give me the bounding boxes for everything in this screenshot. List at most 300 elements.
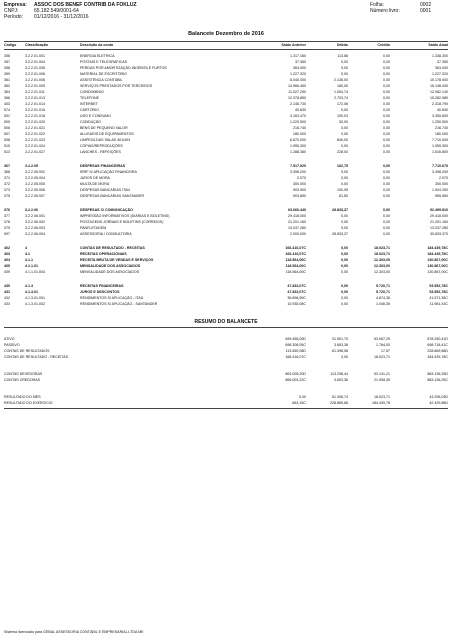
cell-codigo: 361 [4,78,10,82]
cell-credito: 0,00 [383,208,390,212]
cell-debito: 0,00 [341,270,348,274]
cell-saldo-atual: 21.201.160 [430,220,448,224]
cell-classificacao: 3.2.2.06.001 [25,214,45,218]
cell-saldo-atual: 1.004.250 [432,188,448,192]
summary-label: CONTAS DE RESULTADO - RECEITAS [4,355,69,359]
cell-codigo: 404 [4,258,10,262]
footer-note: Sistema licenciado para GEBAL ASSESSORIA CONTÁBIL E EMPRESARIAL LTDA ME [4,630,144,634]
summary-label: CONTAS CREDORAS [4,378,41,382]
summary-saldo-anterior: 0,00 [299,395,306,399]
cell-codigo: 433 [4,302,10,306]
summary-row [0,378,452,383]
cell-saldo-anterior: 3.398.200 [290,170,306,174]
summary-label: CONTAS DEVEDORAS [4,372,43,376]
cell-saldo-anterior: 13.037.280 [288,226,306,230]
table-row [0,132,452,137]
cell-saldo-anterior: 40.830 [295,108,306,112]
cell-debito: 172,06 [337,102,348,106]
cell-classificacao: 3.2.2.01.005 [25,66,45,70]
cell-descricao: POSTAIS E TELEGRÁFICAS [80,60,127,64]
cell-credito: 1.046,35 [376,302,390,306]
col-saldo-anterior: Saldo Anterior [281,43,306,47]
cell-descricao: DESPESAS FINANCEIRAS [80,164,126,168]
cell-descricao: JUROS E DESCONTOS [80,290,120,294]
cell-descricao: RECEITA BRUTA DE VENDAS E SERVIÇOS [80,258,154,262]
empresa-label: Empresa: [4,2,27,8]
table-row [0,54,452,59]
cell-debito: 100,95 [337,188,348,192]
summary-label: CONTAS DE RESULTADOS [4,349,50,353]
cell-codigo: 430 [4,284,10,288]
cell-debito: 0,00 [341,60,348,64]
cell-saldo-atual: 92.499.810 [430,208,448,212]
cell-descricao: RECEITAS FINANCEIRAS [80,284,124,288]
table-row [0,232,452,237]
cell-codigo: 376 [4,208,10,212]
empresa-value: ASSOC DOS BENEF CONTRIB DA FOKLUZ [34,2,137,8]
summary-debito: 61.308,74 [332,395,348,399]
summary-credito: 53.067,29 [374,337,390,341]
folha-label: Folha: [370,2,384,8]
summary-debito: 31.901,70 [332,337,348,341]
table-row [0,246,452,251]
cell-debito: 28.833,37 [332,208,348,212]
cell-saldo-atual: 1.227.320 [432,72,448,76]
cell-classificacao: 4.1.3.01.001 [25,296,45,300]
periodo-value: 01/12/2016 - 31/12/2016 [34,14,89,20]
divider [4,41,448,42]
cell-saldo-anterior: 37.350 [295,60,306,64]
cell-descricao: RENDIMENTOS S/ APLICAÇÃO - ITAÚ [80,296,144,300]
cell-codigo: 371 [4,176,10,180]
cell-saldo-anterior: 216.740 [293,126,306,130]
cell-credito: 0,00 [383,78,390,82]
cell-codigo: 431 [4,290,10,294]
summary-row [0,349,452,354]
cell-credito: 5.720,71 [376,284,390,288]
cell-classificacao: 3.2.2.01.014 [25,102,45,106]
cell-saldo-atual: 1.250.500 [432,120,448,124]
cell-saldo-anterior: 63.666.440 [288,208,306,212]
cell-debito: 30,00 [339,120,348,124]
cell-saldo-atual: 184.439,78C [427,252,448,256]
table-row [0,144,452,149]
table-row [0,126,452,131]
cell-classificacao: 3.2.2.01.013 [25,96,45,100]
cell-debito: 61,80 [339,194,348,198]
cell-credito: 0,00 [383,66,390,70]
cell-credito: 0,00 [383,170,390,174]
summary-saldo-atual: 42.429,88D [429,401,448,405]
col-credito: Crédito [377,43,390,47]
cell-debito: 1.054,74 [334,90,348,94]
table-row [0,176,452,181]
cell-credito: 0,00 [383,150,390,154]
cell-debito: 0,00 [341,182,348,186]
cell-classificacao: 3.2.2.05.004 [25,176,45,180]
cell-credito: 18.023,71 [374,252,390,256]
summary-saldo-atual: 228.869,68D [427,349,448,353]
cell-debito: 28.833,37 [332,232,348,236]
cell-saldo-anterior: 21.201.160 [288,220,306,224]
cell-classificacao: 3.2.2.01.027 [25,150,45,154]
summary-saldo-anterior: 698.308,05C [285,343,306,347]
cell-classificacao: 4.1.3.01.002 [25,302,45,306]
cell-descricao: RENDIMENTOS S/ APLICAÇÃO - SANTANDER [80,302,158,306]
table-row [0,208,452,213]
col-codigo: Código [4,43,17,47]
summary-saldo-atual: 43.295,03D [429,395,448,399]
cell-saldo-atual: 12.082.140 [430,90,448,94]
cell-debito: 0,00 [341,258,348,262]
cell-saldo-anterior: 8.040.000 [290,78,306,82]
cell-credito: 0,00 [383,220,390,224]
divider [4,49,448,50]
cell-codigo: 359 [4,72,10,76]
cell-saldo-anterior: 180.000 [293,132,306,136]
cell-descricao: PERDAS POR AMORTIZAÇÃO INDÉBITA E FURTOS [80,66,167,70]
summary-saldo-anterior: 113.550,08D [285,349,306,353]
cell-saldo-atual: 29.418.000 [430,214,448,218]
cell-credito: 0,00 [383,182,390,186]
cell-credito: 0,00 [383,138,390,142]
table-row [0,214,452,219]
cell-descricao: SERVIÇOS PRESTADOS POR TERCEIROS [80,84,153,88]
summary-label: RESULTADO DO MÊS [4,395,41,399]
cell-debito: 0,00 [341,264,348,268]
cell-classificacao: 3.2.2.01.016 [25,108,45,112]
cell-saldo-atual: 7.710.670 [432,164,448,168]
cell-codigo: 367 [4,164,10,168]
cell-credito: 0,00 [383,214,390,218]
cell-codigo: 358 [4,66,10,70]
cell-classificacao: 3.2.2.06.004 [25,232,45,236]
cell-credito: 0,00 [383,144,390,148]
cell-descricao: PANFLETAGEM [80,226,107,230]
cell-classificacao: 3.2.2.06.003 [25,226,45,230]
summary-saldo-atual: 678.290,41D [427,337,448,341]
cell-classificacao: 4.1.1 [25,258,33,262]
cell-debito: 0,00 [341,72,348,76]
cell-codigo: 403 [4,252,10,256]
summary-row [0,372,452,377]
cell-codigo: 405 [4,264,10,268]
cell-saldo-atual: 2.318.790 [432,102,448,106]
cell-descricao: POSTAGENS JORNAIS E BOLETINS (CORREIOS) [80,220,164,224]
cell-debito: 0,00 [341,108,348,112]
table-row [0,164,452,169]
summary-label: ATIVO [4,337,15,341]
cell-saldo-atual: 15.146.430 [430,84,448,88]
cell-credito: 12.303,00 [374,264,390,268]
cell-debito: 0,00 [341,214,348,218]
cell-credito: 0,00 [383,108,390,112]
summary-saldo-atual: 883.136,25C [427,378,448,382]
cell-saldo-anterior: 1.220.500 [290,120,306,124]
cell-saldo-atual: 30.833.370 [430,232,448,236]
summary-saldo-anterior: 863.005,20D [285,372,306,376]
cell-saldo-atual: 300.000 [435,182,448,186]
cell-debito: 0,00 [341,220,348,224]
cell-classificacao: 3.2.2.06 [25,208,38,212]
table-row [0,194,452,199]
cell-debito: 0,00 [341,126,348,130]
summary-saldo-atual: 698.718,41C [427,343,448,347]
table-row [0,114,452,119]
cell-descricao: DESPESAS C/ COMUNICAÇÃO [80,208,133,212]
cell-saldo-atual: 13.037.280 [430,226,448,230]
cell-codigo: 597 [4,232,10,236]
table-row [0,72,452,77]
cell-codigo: 373 [4,188,10,192]
cell-codigo: 501 [4,114,10,118]
cell-descricao: MULTA DE MORA [80,182,110,186]
cell-debito: 0,00 [341,290,348,294]
cell-debito: 2.703,74 [334,96,348,100]
cell-descricao: ENERGIA ELÉTRICA [80,54,115,58]
cell-debito: 840,00 [337,138,348,142]
cell-debito: 0,00 [341,302,348,306]
cell-codigo: 506 [4,126,10,130]
cell-classificacao: 3.2.2.01.006 [25,72,45,76]
cell-descricao: CONDUÇÃO [80,120,101,124]
summary-credito: 1.784,00 [376,343,390,347]
cell-descricao: ASSISTÊNCIA CONTÁBIL [80,78,123,82]
table-row [0,170,452,175]
numero-livro-value: 0001 [420,8,432,14]
cell-credito: 0,00 [383,60,390,64]
cell-classificacao: 3.2.2.01.024 [25,144,45,148]
cell-descricao: CÓPIAS/REPRODUÇÕES [80,144,123,148]
cell-descricao: IMPRESSÃO INFORMATIVOS (DIÁRIAS E BOLETINS) [80,214,170,218]
cell-debito: 0,00 [341,246,348,250]
summary-credito: 18.023,71 [374,395,390,399]
cell-saldo-atual: 53.552,78C [429,284,448,288]
summary-row [0,401,452,406]
cell-credito: 0,00 [383,126,390,130]
summary-saldo-atual: 883.136,25D [427,372,448,376]
cell-classificacao: 4.1.1.01.004 [25,270,45,274]
cell-saldo-atual: 3.355.500 [432,114,448,118]
cell-descricao: MENSALIDADE DOS ASSOCIADOS [80,264,141,268]
cell-credito: 0,00 [383,120,390,124]
cell-codigo: 379 [4,226,10,230]
cell-saldo-atual: 1.516.800 [432,150,448,154]
cell-saldo-anterior: 29.418.000 [288,214,306,218]
folha-value: 0002 [420,2,432,8]
cell-descricao: CONTAS DE RESULTADO - RECEITAS [80,246,145,250]
cell-saldo-atual: 130.867,00C [427,270,448,274]
cell-classificacao: 4.1.3 [25,284,33,288]
cell-saldo-anterior: 14.966.450 [288,84,306,88]
cell-descricao: LANCHES - REFEIÇÕES [80,150,121,154]
cell-classificacao: 3.2.2.01.023 [25,138,45,142]
cell-debito: 180,00 [337,84,348,88]
cell-descricao: DESPESAS BANCÁRIAS ITAÚ [80,188,131,192]
cell-credito: 0,00 [383,90,390,94]
cell-credito: 0,00 [383,232,390,236]
table-row [0,108,452,113]
cnpj-value: 65.182.549/0001-64 [34,8,79,14]
cell-classificacao: 3.2.2.01.009 [25,84,45,88]
table-row [0,90,452,95]
cell-descricao: DESPESAS BANCÁRIAS SANTANDER [80,194,145,198]
table-row [0,120,452,125]
summary-saldo-anterior: 699.456,00D [285,337,306,341]
cell-classificacao: 4.1 [25,252,30,256]
cell-classificacao: 3.2.2.05 [25,164,38,168]
periodo-label: Período: [4,14,23,20]
cell-saldo-atual: 965.960 [435,194,448,198]
cell-debito: 0,00 [341,144,348,148]
cell-saldo-atual: 40.830 [437,108,448,112]
cell-debito: 0,00 [341,66,348,70]
cell-codigo: 403 [4,102,10,106]
summary-debito: 3.653,36 [334,343,348,347]
cell-codigo: 510 [4,144,10,148]
cell-descricao: BENS DE PEQUENO VALOR [80,126,128,130]
table-row [0,150,452,155]
col-debito: Débito [336,43,348,47]
cell-saldo-anterior: 2.146.730 [290,102,306,106]
cell-saldo-anterior: 300.000 [293,182,306,186]
summary-credito: 93.141,21 [374,372,390,376]
cell-codigo: 377 [4,214,10,218]
table-row [0,220,452,225]
summary-saldo-atual: 184.439,78C [427,355,448,359]
cell-saldo-anterior: 6.870.000 [290,138,306,142]
cell-saldo-anterior: 166.416,07C [285,246,306,250]
cell-debito: 0,00 [341,226,348,230]
cell-saldo-anterior: 118.564,00C [285,264,306,268]
table-row [0,296,452,301]
cell-saldo-anterior: 2.070 [297,176,306,180]
cell-saldo-anterior: 2.000.000 [290,232,306,236]
cell-debito: 228,04 [337,150,348,154]
cell-credito: 4.674,36 [376,296,390,300]
cell-codigo: 402 [4,246,10,250]
cell-codigo: 507 [4,132,10,136]
cell-saldo-anterior: 11.027.290 [288,90,306,94]
cell-codigo: 362 [4,84,10,88]
cell-classificacao: 3.2.2.01.011 [25,90,45,94]
cell-descricao: ASSESSORIA / CONSULTORIA [80,232,132,236]
cell-saldo-atual: 11.981,43C [429,302,448,306]
cell-credito: 0,00 [383,132,390,136]
cell-debito: 2.138,00 [334,78,348,82]
cell-credito: 0,00 [383,114,390,118]
cell-descricao: RECEITAS OPERACIONAIS [80,252,127,256]
cell-credito: 12.303,00 [374,270,390,274]
cell-debito: 0,00 [341,252,348,256]
cell-saldo-atual: 7.710.000 [432,138,448,142]
divider [4,327,448,328]
table-row [0,96,452,101]
cell-classificacao: 3.2.2.01.020 [25,120,45,124]
cell-saldo-anterior: 903.900 [293,188,306,192]
summary-credito: 17,57 [381,349,390,353]
cell-classificacao: 3.2.2.06.002 [25,220,45,224]
cell-saldo-atual: 3.398.200 [432,170,448,174]
cell-saldo-atual: 41.571,35C [429,296,448,300]
divider [4,408,448,409]
table-row [0,138,452,143]
table-row [0,264,452,269]
numero-livro-label: Número livro: [370,8,400,14]
cell-debito: 0,00 [341,176,348,180]
cell-codigo: 375 [4,194,10,198]
cell-saldo-atual: 180.000 [435,132,448,136]
summary-credito: 21.908,39 [374,378,390,382]
cell-saldo-anterior: 1.227.320 [290,72,306,76]
cell-debito: 0,00 [341,170,348,174]
cell-saldo-anterior: 1.955.300 [290,144,306,148]
cell-classificacao: 3.2.2.01.021 [25,126,45,130]
summary-row [0,395,452,400]
cell-credito: 0,00 [383,226,390,230]
cell-codigo: 513 [4,150,10,154]
cell-saldo-anterior: 10.935,08C [287,302,306,306]
cell-classificacao: 4 [25,246,27,250]
table-row [0,188,452,193]
cell-saldo-atual: 130.867,00C [427,258,448,262]
summary-saldo-anterior: 166.416,07C [285,355,306,359]
cell-descricao: MATERIAL DE ESCRITÓRIO [80,72,127,76]
cell-debito: 0,00 [341,284,348,288]
table-row [0,302,452,307]
column-header-row [0,43,452,48]
summary-saldo-anterior: 863,15C [292,401,306,405]
cell-descricao: INTERNET [80,102,98,106]
summary-debito: 61.398,08 [332,349,348,353]
cell-saldo-atual: 15.282.980 [430,96,448,100]
cell-saldo-anterior: 47.832,07C [287,290,306,294]
cell-classificacao: 3.2.2.05.007 [25,194,45,198]
cell-saldo-atual: 130.867,00C [427,264,448,268]
cell-codigo: 409 [4,270,10,274]
cell-saldo-anterior: 363.000 [293,66,306,70]
cell-saldo-atual: 184.439,78C [427,246,448,250]
cell-saldo-anterior: 7.517.920 [290,164,306,168]
cell-credito: 0,00 [383,96,390,100]
cell-debito: 0,00 [341,132,348,136]
cell-saldo-anterior: 903.850 [293,194,306,198]
summary-title: RESUMO DO BALANCETE [194,319,258,325]
summary-debito: 228.869,68 [330,401,348,405]
cell-descricao: JUROS DE MORA [80,176,110,180]
cell-saldo-atual: 53.552,78C [429,290,448,294]
cell-codigo: 356 [4,54,10,58]
cell-classificacao: 3.2.2.01.001 [25,54,45,58]
cell-classificacao: 3.2.2.05.005 [25,182,45,186]
table-row [0,270,452,275]
summary-row [0,343,452,348]
cell-debito: 113,86 [337,54,348,58]
cell-codigo: 364 [4,90,10,94]
cnpj-label: CNPJ: [4,8,19,14]
summary-label: PASSIVO [4,343,20,347]
cell-classificacao: 3.2.2.01.004 [25,60,45,64]
table-row [0,290,452,295]
cell-saldo-atual: 37.350 [437,60,448,64]
cell-debito: 190,03 [337,114,348,118]
cell-codigo: 368 [4,170,10,174]
cell-codigo: 505 [4,120,10,124]
col-saldo-atual: Saldo Atual [428,43,448,47]
cell-saldo-anterior: 47.832,07C [287,284,306,288]
cell-credito: 0,00 [383,84,390,88]
summary-credito: 18.023,71 [374,355,390,359]
